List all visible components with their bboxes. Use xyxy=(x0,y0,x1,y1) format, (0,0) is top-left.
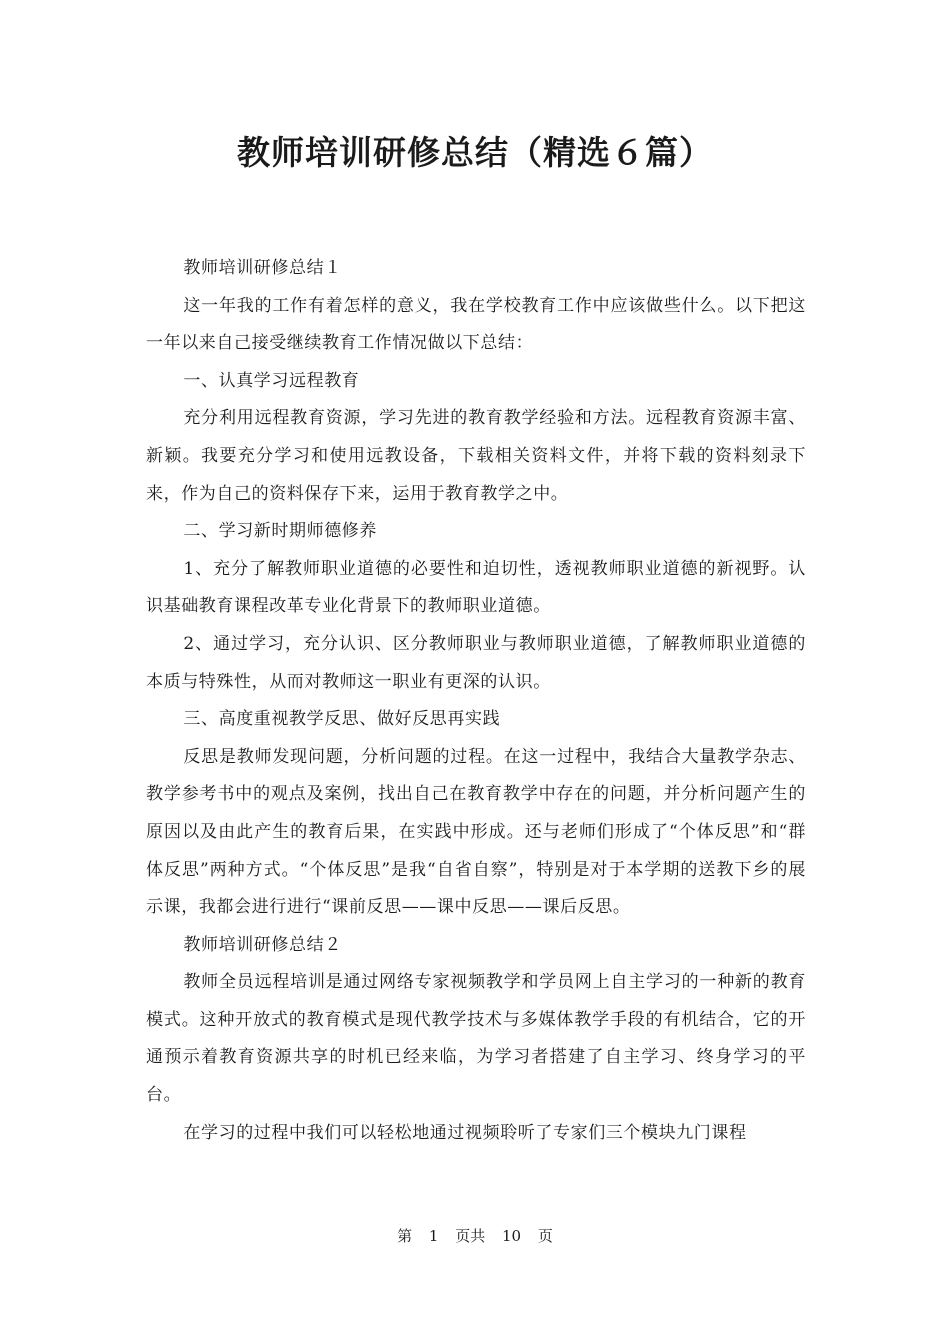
paragraph: 在学习的过程中我们可以轻松地通过视频聆听了专家们三个模块九门课程 xyxy=(183,1122,747,1143)
section-heading: 教师培训研修总结２ xyxy=(183,934,342,955)
paragraph: 反思是教师发现问题，分析问题的过程。在这一过程中，我结合大量教学杂志、教学参考书中的观点及案例，找出自己在教育教学中存在的问题，并分析问题产生的原因以及由此产生的教育后果，在实践中形成。还与老师们形成了“个体反思”和“群体反思”两种方式。“个体反思”是我“自省自察”，特别是对于本学期的送教下乡的展示课，我都会进行进行“课前反思——课中反思——课后反思。 xyxy=(146,746,806,918)
paragraph: 这一年我的工作有着怎样的意义，我在学校教育工作中应该做些什么。以下把这一年以来自己接受继续教育工作情况做以下总结： xyxy=(146,295,806,354)
section-heading: 教师培训研修总结１ xyxy=(183,258,342,278)
sub-heading: 三、高度重视教学反思、做好反思再实践 xyxy=(183,709,501,730)
paragraph: 2、通过学习，充分认识、区分教师职业与教师职业道德，了解教师职业道德的本质与特殊性，从而对教师这一职业有更深的认识。 xyxy=(146,633,806,692)
paragraph: 教师全员远程培训是通过网络专家视频教学和学员网上自主学习的一种新的教育模式。这种开放式的教育模式是现代教学技术与多媒体教学手段的有机结合，它的开通预示着教育资源共享的时机已经来临，为学习者搭建了自主学习、终身学习的平台。 xyxy=(146,972,806,1106)
paragraph: 充分利用远程教育资源，学习先进的教育教学经验和方法。远程教育资源丰富、新颖。我要充分学习和使用远教设备，下载相关资料文件，并将下载的资料刻录下来，作为自己的资料保存下来，运用于教育教学之中。 xyxy=(146,408,806,504)
paragraph: 1、充分了解教师职业道德的必要性和迫切性，透视教师职业道德的新视野。认识基础教育课程改革专业化背景下的教师职业道德。 xyxy=(146,558,806,617)
sub-heading: 一、认真学习远程教育 xyxy=(183,370,360,391)
page-number-footer: 第 1 页共 10 页 xyxy=(397,1227,553,1245)
sub-heading: 二、学习新时期师德修养 xyxy=(183,521,377,542)
document-body xyxy=(146,250,806,1152)
document-title: 教师培训研修总结（精选６篇） xyxy=(237,133,713,172)
